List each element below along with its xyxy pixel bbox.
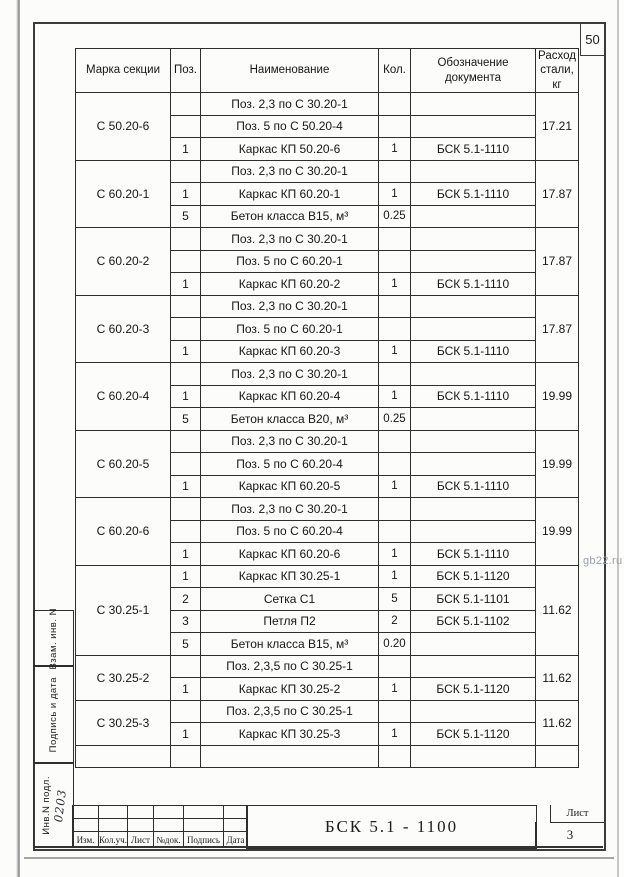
table-cell [411,520,536,543]
table-cell: 1 [379,183,411,206]
section-mark-cell: С 60.20-6 [76,498,171,566]
table-row [76,295,579,318]
header-mark: Марка секции [76,49,171,93]
label-izm: Изм. [73,832,99,848]
table-cell: Каркас КП 60.20-3 [201,340,379,363]
steel-consumption-cell: 19.99 [536,363,579,431]
table-cell [171,228,201,251]
table-cell: БСК 5.1-1110 [411,183,536,206]
table-cell: Поз. 2,3 по С 30.20-1 [201,228,379,251]
table-cell: 1 [171,723,201,746]
table-cell: Поз. 5 по С 60.20-1 [201,250,379,273]
table-cell: Поз. 2,3,5 по С 30.25-1 [201,700,379,723]
table-cell [379,115,411,138]
table-cell: Каркас КП 30.25-3 [201,723,379,746]
spec-table-header-row [76,49,579,93]
table-cell: 1 [379,678,411,701]
table-cell [411,498,536,521]
table-cell [411,430,536,453]
table-cell: БСК 5.1-1120 [411,565,536,588]
table-cell [379,520,411,543]
table-row [76,565,579,588]
table-cell: 5 [379,588,411,611]
table-cell [171,295,201,318]
table-cell: 1 [171,565,201,588]
table-cell [411,93,536,116]
spec-table-body [76,93,579,768]
table-cell [171,363,201,386]
sheet-number-cell: 3 [535,822,604,847]
steel-consumption-cell: 17.21 [536,93,579,161]
table-cell: Каркас КП 60.20-5 [201,475,379,498]
table-cell [171,430,201,453]
table-cell: Каркас КП 50.20-6 [201,138,379,161]
table-cell [379,318,411,341]
table-row [76,93,579,116]
label-koluch: Кол.уч. [99,832,128,848]
table-cell [171,520,201,543]
table-cell [379,160,411,183]
table-cell: Поз. 2,3 по С 30.20-1 [201,93,379,116]
steel-consumption-cell: 17.87 [536,295,579,363]
table-cell: 2 [379,610,411,633]
page-number: 50 [585,32,600,47]
scan-right-edge-shadow [617,0,619,877]
table-cell [379,228,411,251]
section-mark-cell: С 30.25-3 [76,700,171,745]
header-qty: Кол. [379,49,411,93]
table-cell: 1 [171,340,201,363]
table-cell: БСК 5.1-1102 [411,610,536,633]
steel-consumption-cell: 11.62 [536,565,579,655]
table-cell [201,745,379,768]
table-cell: Поз. 5 по С 50.20-4 [201,115,379,138]
table-cell: Поз. 2,3 по С 30.20-1 [201,295,379,318]
steel-consumption-cell: 11.62 [536,700,579,745]
table-cell: 3 [171,610,201,633]
table-cell [411,408,536,431]
table-cell: 1 [171,678,201,701]
header-consumption: Расход стали, кг [536,49,579,93]
table-cell [171,453,201,476]
table-cell [171,93,201,116]
table-cell [411,205,536,228]
table-cell [379,430,411,453]
table-cell [379,655,411,678]
section-mark-cell: С 60.20-2 [76,228,171,296]
stamp-label: Взам. инв. N [48,607,59,670]
table-cell: БСК 5.1-1120 [411,678,536,701]
stamp-box-vzam-inv [33,607,74,670]
table-cell: БСК 5.1-1110 [411,340,536,363]
table-row [76,700,579,723]
table-cell: 0.25 [379,205,411,228]
table-cell [411,295,536,318]
table-cell: БСК 5.1-1110 [411,138,536,161]
table-cell: БСК 5.1-1120 [411,723,536,746]
table-cell: БСК 5.1-1110 [411,475,536,498]
table-cell: Поз. 2,3,5 по С 30.25-1 [201,655,379,678]
table-cell: Поз. 5 по С 60.20-4 [201,453,379,476]
table-cell [379,93,411,116]
table-cell [171,700,201,723]
table-cell [379,745,411,768]
table-cell [411,700,536,723]
table-cell: 1 [379,340,411,363]
handwritten-inventory-number: 0203 [51,788,69,824]
table-row [76,160,579,183]
table-cell: Бетон класса В15, м³ [201,633,379,656]
table-cell [411,228,536,251]
table-row [76,363,579,386]
table-cell [411,160,536,183]
table-cell: 1 [379,723,411,746]
stamp-label: Инв.N подл. [41,775,52,835]
spec-table [75,48,579,768]
table-cell [379,363,411,386]
table-cell: 0.20 [379,633,411,656]
table-cell: Поз. 2,3 по С 30.20-1 [201,160,379,183]
section-mark-cell: С 30.25-2 [76,655,171,700]
document-code-box [246,805,537,849]
table-cell: БСК 5.1-1110 [411,543,536,566]
section-mark-cell: С 60.20-5 [76,430,171,498]
table-cell: 1 [171,385,201,408]
table-cell [171,745,201,768]
section-mark-cell: С 60.20-3 [76,295,171,363]
table-cell [411,633,536,656]
table-row [76,430,579,453]
header-name: Наименование [201,49,379,93]
table-cell [171,655,201,678]
table-cell [171,250,201,273]
table-cell: Поз. 2,3 по С 30.20-1 [201,498,379,521]
watermark-text: gb22.ru [583,555,623,567]
label-podpis: Подпись [183,832,223,848]
table-cell: 1 [379,273,411,296]
table-cell: Бетон класса В15, м³ [201,205,379,228]
table-cell: 1 [171,183,201,206]
table-cell: Бетон класса В20, м³ [201,408,379,431]
label-list: Лист [127,832,153,848]
steel-consumption-cell: 11.62 [536,655,579,700]
table-cell: 1 [171,475,201,498]
table-cell: Каркас КП 60.20-2 [201,273,379,296]
table-cell [411,115,536,138]
table-row [76,655,579,678]
section-mark-cell: С 60.20-4 [76,363,171,431]
table-row [76,498,579,521]
steel-consumption-cell: 17.87 [536,160,579,228]
section-mark-cell: С 60.20-1 [76,160,171,228]
table-cell: БСК 5.1-1101 [411,588,536,611]
table-cell: Поз. 2,3 по С 30.20-1 [201,363,379,386]
table-cell: 2 [171,588,201,611]
title-block-bottom-line [33,846,603,848]
table-cell [171,115,201,138]
table-cell: 5 [171,633,201,656]
table-cell [171,160,201,183]
table-cell [411,363,536,386]
table-cell [171,318,201,341]
sheet-label-cell: Лист [550,805,604,823]
table-cell [411,250,536,273]
table-cell [411,318,536,341]
scan-bottom-shadow [24,857,614,859]
table-cell: БСК 5.1-1110 [411,385,536,408]
table-cell: Каркас КП 60.20-4 [201,385,379,408]
stamp-box-podpis-data [33,665,74,764]
section-mark-cell: С 30.25-1 [76,565,171,655]
table-row [76,745,579,768]
scan-left-edge-shadow [16,0,20,877]
label-ndok: №док. [153,832,183,848]
table-cell [171,498,201,521]
table-cell [379,700,411,723]
table-cell [379,498,411,521]
table-cell: Петля П2 [201,610,379,633]
table-cell: 1 [379,385,411,408]
table-cell: 1 [171,138,201,161]
label-data: Дата [223,832,247,848]
section-mark-cell: С 50.20-6 [76,93,171,161]
table-cell: Поз. 5 по С 60.20-1 [201,318,379,341]
steel-consumption-cell: 17.87 [536,228,579,296]
table-cell: Поз. 2,3 по С 30.20-1 [201,430,379,453]
steel-consumption-cell: 19.99 [536,430,579,498]
table-cell: Каркас КП 60.20-6 [201,543,379,566]
table-cell: 5 [171,205,201,228]
table-cell: Каркас КП 30.25-1 [201,565,379,588]
table-cell: 1 [379,138,411,161]
document-code: БСК 5.1 - 1100 [324,817,459,836]
table-cell: 1 [171,273,201,296]
table-cell: Каркас КП 30.25-2 [201,678,379,701]
table-cell: Поз. 5 по С 60.20-4 [201,520,379,543]
table-cell [379,250,411,273]
table-cell [411,655,536,678]
revision-table [72,805,248,848]
table-cell: Сетка С1 [201,588,379,611]
table-cell: 1 [171,543,201,566]
table-cell [411,453,536,476]
table-cell [379,453,411,476]
revision-empty-row [73,806,248,819]
header-poz: Поз. [171,49,201,93]
table-cell: 1 [379,475,411,498]
table-cell: 5 [171,408,201,431]
table-cell: 1 [379,543,411,566]
header-doc: Обозначение документа [411,49,536,93]
table-cell: Каркас КП 60.20-1 [201,183,379,206]
revision-empty-row [73,819,248,832]
stamp-label: Подпись и дата [48,676,59,753]
section-mark-cell [76,745,171,768]
table-cell: 0.25 [379,408,411,431]
table-cell [379,295,411,318]
table-row [76,228,579,251]
table-cell: 1 [379,565,411,588]
steel-consumption-cell [536,745,579,768]
steel-consumption-cell: 19.99 [536,498,579,566]
page-number-box [580,24,604,56]
table-cell [411,745,536,768]
table-cell: БСК 5.1-1110 [411,273,536,296]
